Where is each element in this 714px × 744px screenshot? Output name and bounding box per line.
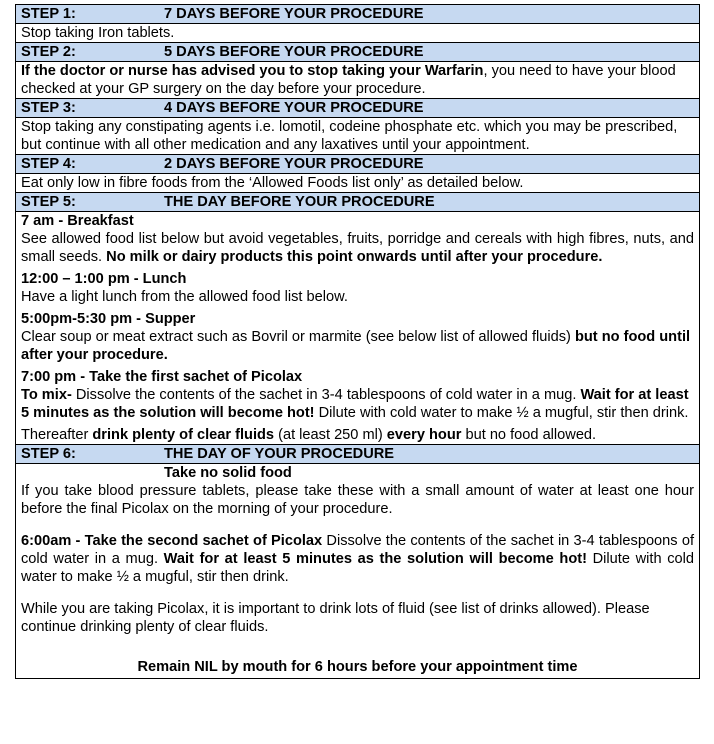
step-title: THE DAY OF YOUR PROCEDURE xyxy=(164,446,395,462)
step-number: STEP 1: xyxy=(21,6,76,22)
step-2-header xyxy=(16,43,700,62)
fluids-bold: drink plenty of clear fluids xyxy=(92,427,275,443)
hot-warning: Wait for at least 5 minutes as the solution will become hot! xyxy=(21,387,689,421)
blood-pressure-text: If you take blood pressure tablets, please take these with a small amount of water at least one hour before the final Picolax on the morning of your procedure. xyxy=(21,483,694,517)
mix-text: Dissolve the contents of the sachet in 3-4 tablespoons of cold water in a mug. xyxy=(71,387,581,403)
first-picolax-heading: 7:00 pm - Take the first sachet of Picolax xyxy=(21,369,303,385)
second-mix-text: Dissolve the contents of the sachet in 3-4 tablespoons of cold water in a mug. xyxy=(21,533,695,567)
step-text: Stop taking any constipating agents i.e. lomotil, codeine phosphate etc. which you may be prescribed, but continue with all other medication and any laxatives until your appointment. xyxy=(21,119,678,153)
first-picolax-section xyxy=(21,368,694,422)
step-4-header xyxy=(16,155,700,174)
mix-label: To mix- xyxy=(21,387,72,403)
procedure-steps-table xyxy=(15,4,700,679)
lunch-heading: 12:00 – 1:00 pm - Lunch xyxy=(21,271,187,287)
step-3-body xyxy=(16,118,700,155)
supper-heading: 5:00pm-5:30 pm - Supper xyxy=(21,311,196,327)
step-3-header xyxy=(16,99,700,118)
breakfast-text: See allowed food list below but avoid vegetables, fruits, porridge and cereals with high fibres, nuts, and small seeds. xyxy=(21,231,694,265)
lunch-text: Have a light lunch from the allowed food list below. xyxy=(21,289,348,305)
step-title: 2 DAYS BEFORE YOUR PROCEDURE xyxy=(164,156,424,172)
fluids-text: Thereafter xyxy=(21,427,93,443)
supper-section xyxy=(21,310,694,364)
fluids-note: but no food allowed. xyxy=(461,427,597,443)
dairy-warning: No milk or dairy products this point onwards until after your procedure. xyxy=(106,249,603,265)
step-1-header xyxy=(16,5,700,24)
fluid-note: While you are taking Picolax, it is important to drink lots of fluid (see list of drinks allowed). Please continue drinking plenty of clear fluids. xyxy=(21,601,650,635)
fluids-section xyxy=(21,426,694,444)
step-title: 5 DAYS BEFORE YOUR PROCEDURE xyxy=(164,44,424,60)
no-solid-food: Take no solid food xyxy=(164,465,292,481)
step-number: STEP 5: xyxy=(21,194,76,210)
step-title: THE DAY BEFORE YOUR PROCEDURE xyxy=(164,194,435,210)
step-5-body xyxy=(16,212,700,445)
step-title: 7 DAYS BEFORE YOUR PROCEDURE xyxy=(164,6,424,22)
second-picolax-heading: 6:00am - Take the second sachet of Picolax xyxy=(21,533,323,549)
step-5-header xyxy=(16,193,700,212)
second-dilute-text: Dilute with cold water to make ½ a mugful, stir then drink. xyxy=(21,551,694,585)
fluids-amount: (at least 250 ml) xyxy=(274,427,387,443)
no-solid-food-line xyxy=(21,464,694,482)
fluids-frequency: every hour xyxy=(386,427,462,443)
step-text: Eat only low in fibre foods from the ‘Allowed Foods list only’ as detailed below. xyxy=(21,175,524,191)
step-number: STEP 6: xyxy=(21,446,76,462)
step-2-body xyxy=(16,62,700,99)
dilute-text: Dilute with cold water to make ½ a mugful, stir then drink. xyxy=(314,405,689,421)
step-number: STEP 4: xyxy=(21,156,76,172)
breakfast-heading: 7 am - Breakfast xyxy=(21,213,134,229)
step-title: 4 DAYS BEFORE YOUR PROCEDURE xyxy=(164,100,424,116)
step-text: Stop taking Iron tablets. xyxy=(21,25,175,41)
supper-text: Clear soup or meat extract such as Bovril or marmite (see below list of allowed fluids) xyxy=(21,329,575,345)
lunch-section xyxy=(21,270,694,306)
step-4-body xyxy=(16,174,700,193)
step-text: , you need to have your blood checked at your GP surgery on the day before your procedure. xyxy=(21,63,676,97)
step-number: STEP 2: xyxy=(21,44,76,60)
step-6-header xyxy=(16,445,700,464)
warfarin-warning: If the doctor or nurse has advised you to stop taking your Warfarin xyxy=(21,63,484,79)
breakfast-section xyxy=(21,212,694,266)
step-1-body xyxy=(16,24,700,43)
no-food-warning: but no food until after your procedure. xyxy=(21,329,691,363)
second-hot-warning: Wait for at least 5 minutes as the solution will become hot! xyxy=(163,551,587,567)
step-6-body xyxy=(16,464,700,679)
nil-by-mouth-line xyxy=(21,658,694,676)
second-picolax-section xyxy=(21,532,694,586)
step-number: STEP 3: xyxy=(21,100,76,116)
nil-by-mouth: Remain NIL by mouth for 6 hours before your appointment time xyxy=(137,659,578,675)
